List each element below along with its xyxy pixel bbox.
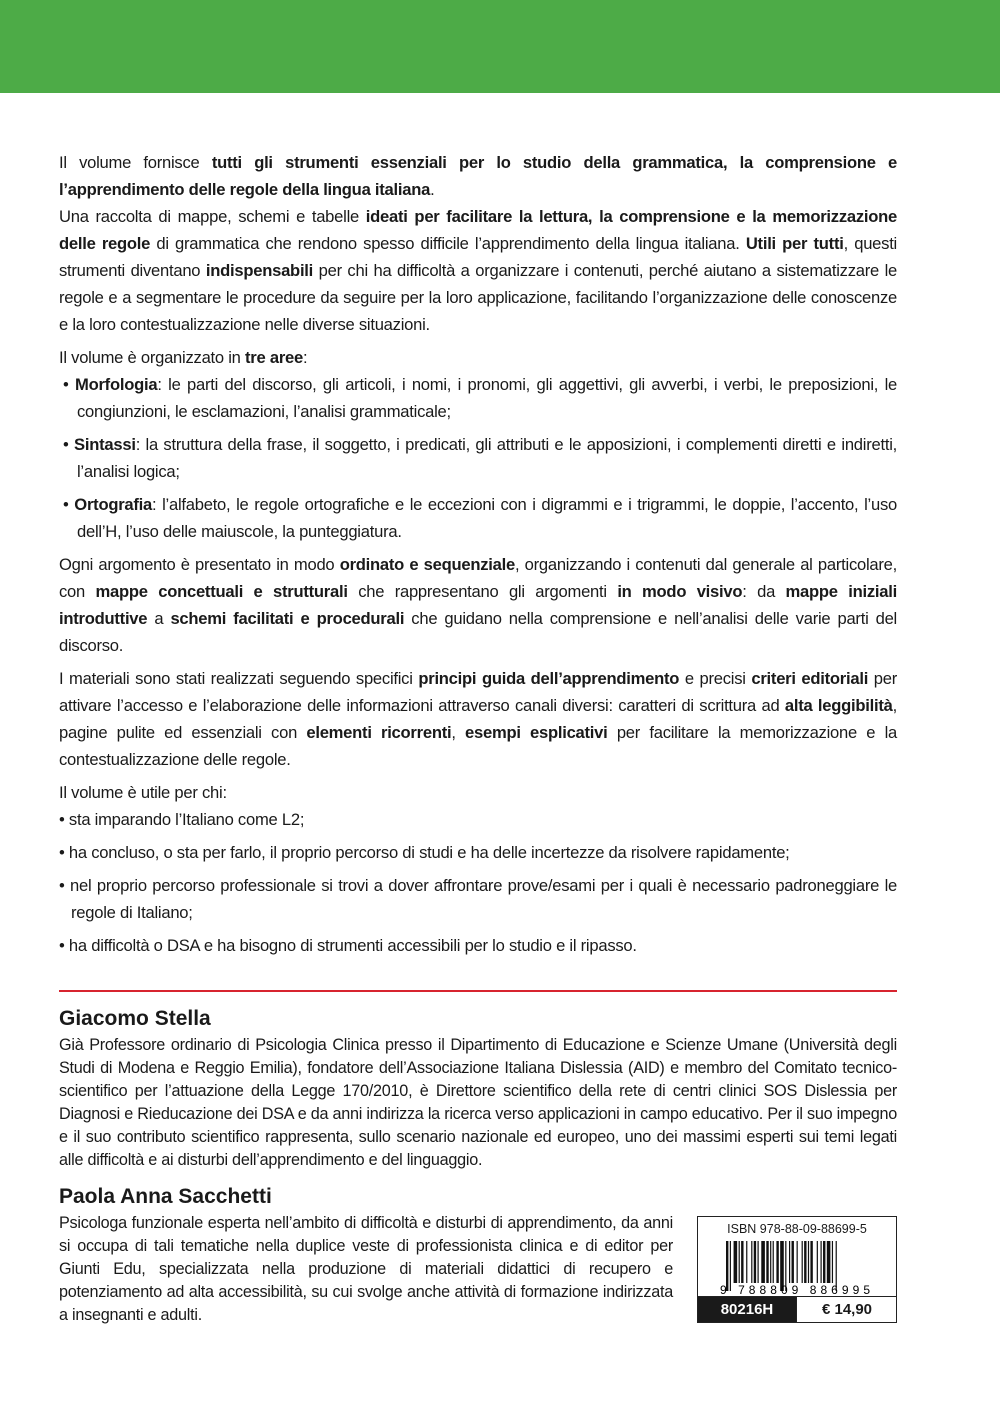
barcode-bar [810,1241,812,1283]
barcode-bar [773,1241,774,1283]
text: . [430,180,435,199]
text: • nel proprio percorso professionale si trovi a dover affrontare prove/esami per i quali è necessario padroneggiare le regole di Italiano; [59,876,897,922]
text: : [303,348,308,367]
barcode-digits: 9 788809 886995 [720,1283,870,1295]
bullet-item [59,431,897,485]
text: • [63,435,75,454]
text: e precisi [679,669,752,688]
text: Il volume è utile per chi: [59,783,227,802]
barcode-bar [817,1241,818,1283]
text: Ogni argomento è presentato in modo [59,555,340,574]
barcode-bar [802,1241,803,1283]
bullet-item [59,806,897,833]
price: € 14,90 [796,1297,897,1322]
red-divider [59,990,897,992]
bold-text: mappe iniziali introduttive [59,582,897,628]
text: : da [742,582,786,601]
text: Il volume è organizzato in [59,348,246,367]
bold-text: Utili per tutti [745,234,844,253]
text: I materiali sono stati realizzati seguendo specifici [59,669,419,688]
text: • sta imparando l’Italiano come L2; [59,810,305,829]
product-code: 80216H [698,1297,796,1322]
bold-text: principi guida dell’apprendimento [418,669,680,688]
barcode-bar [804,1241,806,1283]
barcode-bar [808,1241,809,1283]
barcode [720,1241,876,1295]
bold-text: tutti gli strumenti essenziali per lo studio della grammatica, la comprensione e l’apprendimento delle regole della lingua italiana [59,153,897,199]
paragraph [59,665,897,773]
paragraph [59,779,897,806]
author-giacomo-stella [59,1006,897,1172]
author-paola-anna-sacchetti [59,1184,673,1327]
barcode-bar [746,1241,747,1283]
author-name: Giacomo Stella [59,1007,211,1030]
text: : le parti del discorso, gli articoli, i nomi, i pronomi, gli aggettivi, gli avverbi, i verbi, le preposizioni, le congiunzioni, le esclamazioni, l’analisi grammaticale; [77,375,898,421]
bold-text: esempi esplicativi [465,723,608,742]
barcode-bar [739,1241,740,1283]
bold-text: schemi facilitati e procedurali [170,609,405,628]
barcode-bar [823,1241,825,1283]
text: che guidano nella comprensione e nell’analisi delle varie parti del discorso. [59,609,897,655]
bold-text: elementi ricorrenti [306,723,452,742]
bold-text: alta leggibilità [784,696,893,715]
barcode-bar [741,1241,743,1283]
text: Una raccolta di mappe, schemi e tabelle [59,207,366,226]
barcode-bar [766,1241,768,1283]
barcode-bar [789,1241,790,1283]
barcode-bar [754,1241,756,1283]
isbn-text: ISBN 978-88-09-88699-5 [727,1222,867,1236]
bullet-item [59,371,897,425]
bold-text: ideati per facilitare la lettura, la comprensione e la memorizzazione delle regole [59,207,897,253]
text: • [63,495,75,514]
barcode-bar [776,1241,778,1283]
barcode-bar [758,1241,759,1283]
barcode-bar [770,1241,771,1283]
barcode-bar [761,1241,765,1283]
bullet-item [59,491,897,545]
barcode-bar [792,1241,794,1283]
paragraph [59,344,897,371]
author-name: Paola Anna Sacchetti [59,1185,272,1208]
text: • ha concluso, o sta per farlo, il proprio percorso di studi e ha delle incertezze da risolvere rapidamente; [59,843,790,862]
barcode-bar [797,1241,798,1283]
paragraph [59,203,897,338]
paragraph [59,551,897,659]
text: , [451,723,466,742]
bold-text: mappe concettuali e strutturali [95,582,348,601]
bold-text: Morfologia [75,375,158,394]
bullet-item [59,932,897,959]
description-text [59,149,897,959]
text: di grammatica che rendono spesso difficile l’apprendimento della lingua italiana. [150,234,746,253]
author-bio: Già Professore ordinario di Psicologia Clinica presso il Dipartimento di Educazione e Scienze Umane (Università degli Studi di Modena e Reggio Emilia), fondatore dell’Associazione Italiana Dislessia (AID) e membro del Comitato tecnico-scientifico per l’attuazione della Legge 170/2010, è Direttore scientifico della rete di centri clinici SOS Dislessia per Diagnosi e Rieducazione dei DSA e da anni indirizza la ricerca verso applicazioni in campo educativo. Per il suo impegno e il suo contributo scientifico rappresenta, sullo scenario nazionale ed europeo, uno dei massimi esperti sui temi legati alle difficoltà e ai disturbi dell’apprendimento e del linguaggio. [59,1036,897,1169]
text: • ha difficoltà o DSA e ha bisogno di strumenti accessibili per lo studio e il ripasso. [59,936,637,955]
bold-text: in modo visivo [617,582,743,601]
barcode-bar [821,1241,822,1283]
bold-text: Ortografia [74,495,153,514]
barcode-bar [734,1241,738,1283]
text: che rappresentano gli argomenti [347,582,618,601]
text: : la struttura della frase, il soggetto, i predicati, gli attributi e le apposizioni, i complementi diretti e indiretti, l’analisi logica; [77,435,897,481]
bold-text: criteri editoriali [751,669,869,688]
barcode-bar [827,1241,831,1283]
text: : l’alfabeto, le regole ortografiche e le eccezioni con i digrammi e i trigrammi, le doppie, l’accento, l’uso dell’H, l’uso delle maiuscole, la punteggiatura. [77,495,897,541]
barcode-bar [751,1241,752,1283]
barcode-bar [832,1241,833,1283]
text: , organizzando i contenuti dal generale al particolare, con [59,555,897,601]
text: per chi ha difficoltà a organizzare i contenuti, perché aiutano a sistematizzare le regole e a segmentare le procedure da seguire per la loro applicazione, facilitando l’organizzazione delle conoscenze e la loro contestualizzazione nelle diverse situazioni. [59,261,897,334]
text: , questi strumenti diventano [59,234,897,280]
text: Il volume fornisce [59,153,212,172]
text: a [147,609,171,628]
green-header-band [0,0,1000,93]
bold-text: Sintassi [74,435,136,454]
price-label [697,1216,897,1323]
bold-text: indispensabili [205,261,314,280]
text: , pagine pulite ed essenziali con [59,696,897,742]
text: • [63,375,76,394]
paragraph [59,149,897,203]
author-bio: Psicologa funzionale esperta nell’ambito di difficoltà e disturbi di apprendimento, da anni si occupa di tali tematiche nella duplice veste di professionista clinica e di editor per Giunti Edu, specializzata nella produzione di materiali didattici di recupero e potenziamento ad alta accessibilità, su cui svolge anche attività di formazione indirizzata a insegnanti e adulti. [59,1214,673,1324]
bullet-item [59,872,897,926]
bold-text: tre aree [245,348,303,367]
bullet-item [59,839,897,866]
text: per facilitare la memorizzazione e la contestualizzazione delle regole. [59,723,897,769]
bold-text: ordinato e sequenziale [339,555,515,574]
text: per attivare l’accesso e l’elaborazione delle informazioni attraverso canali diversi: caratteri di scrittura ad [59,669,897,715]
